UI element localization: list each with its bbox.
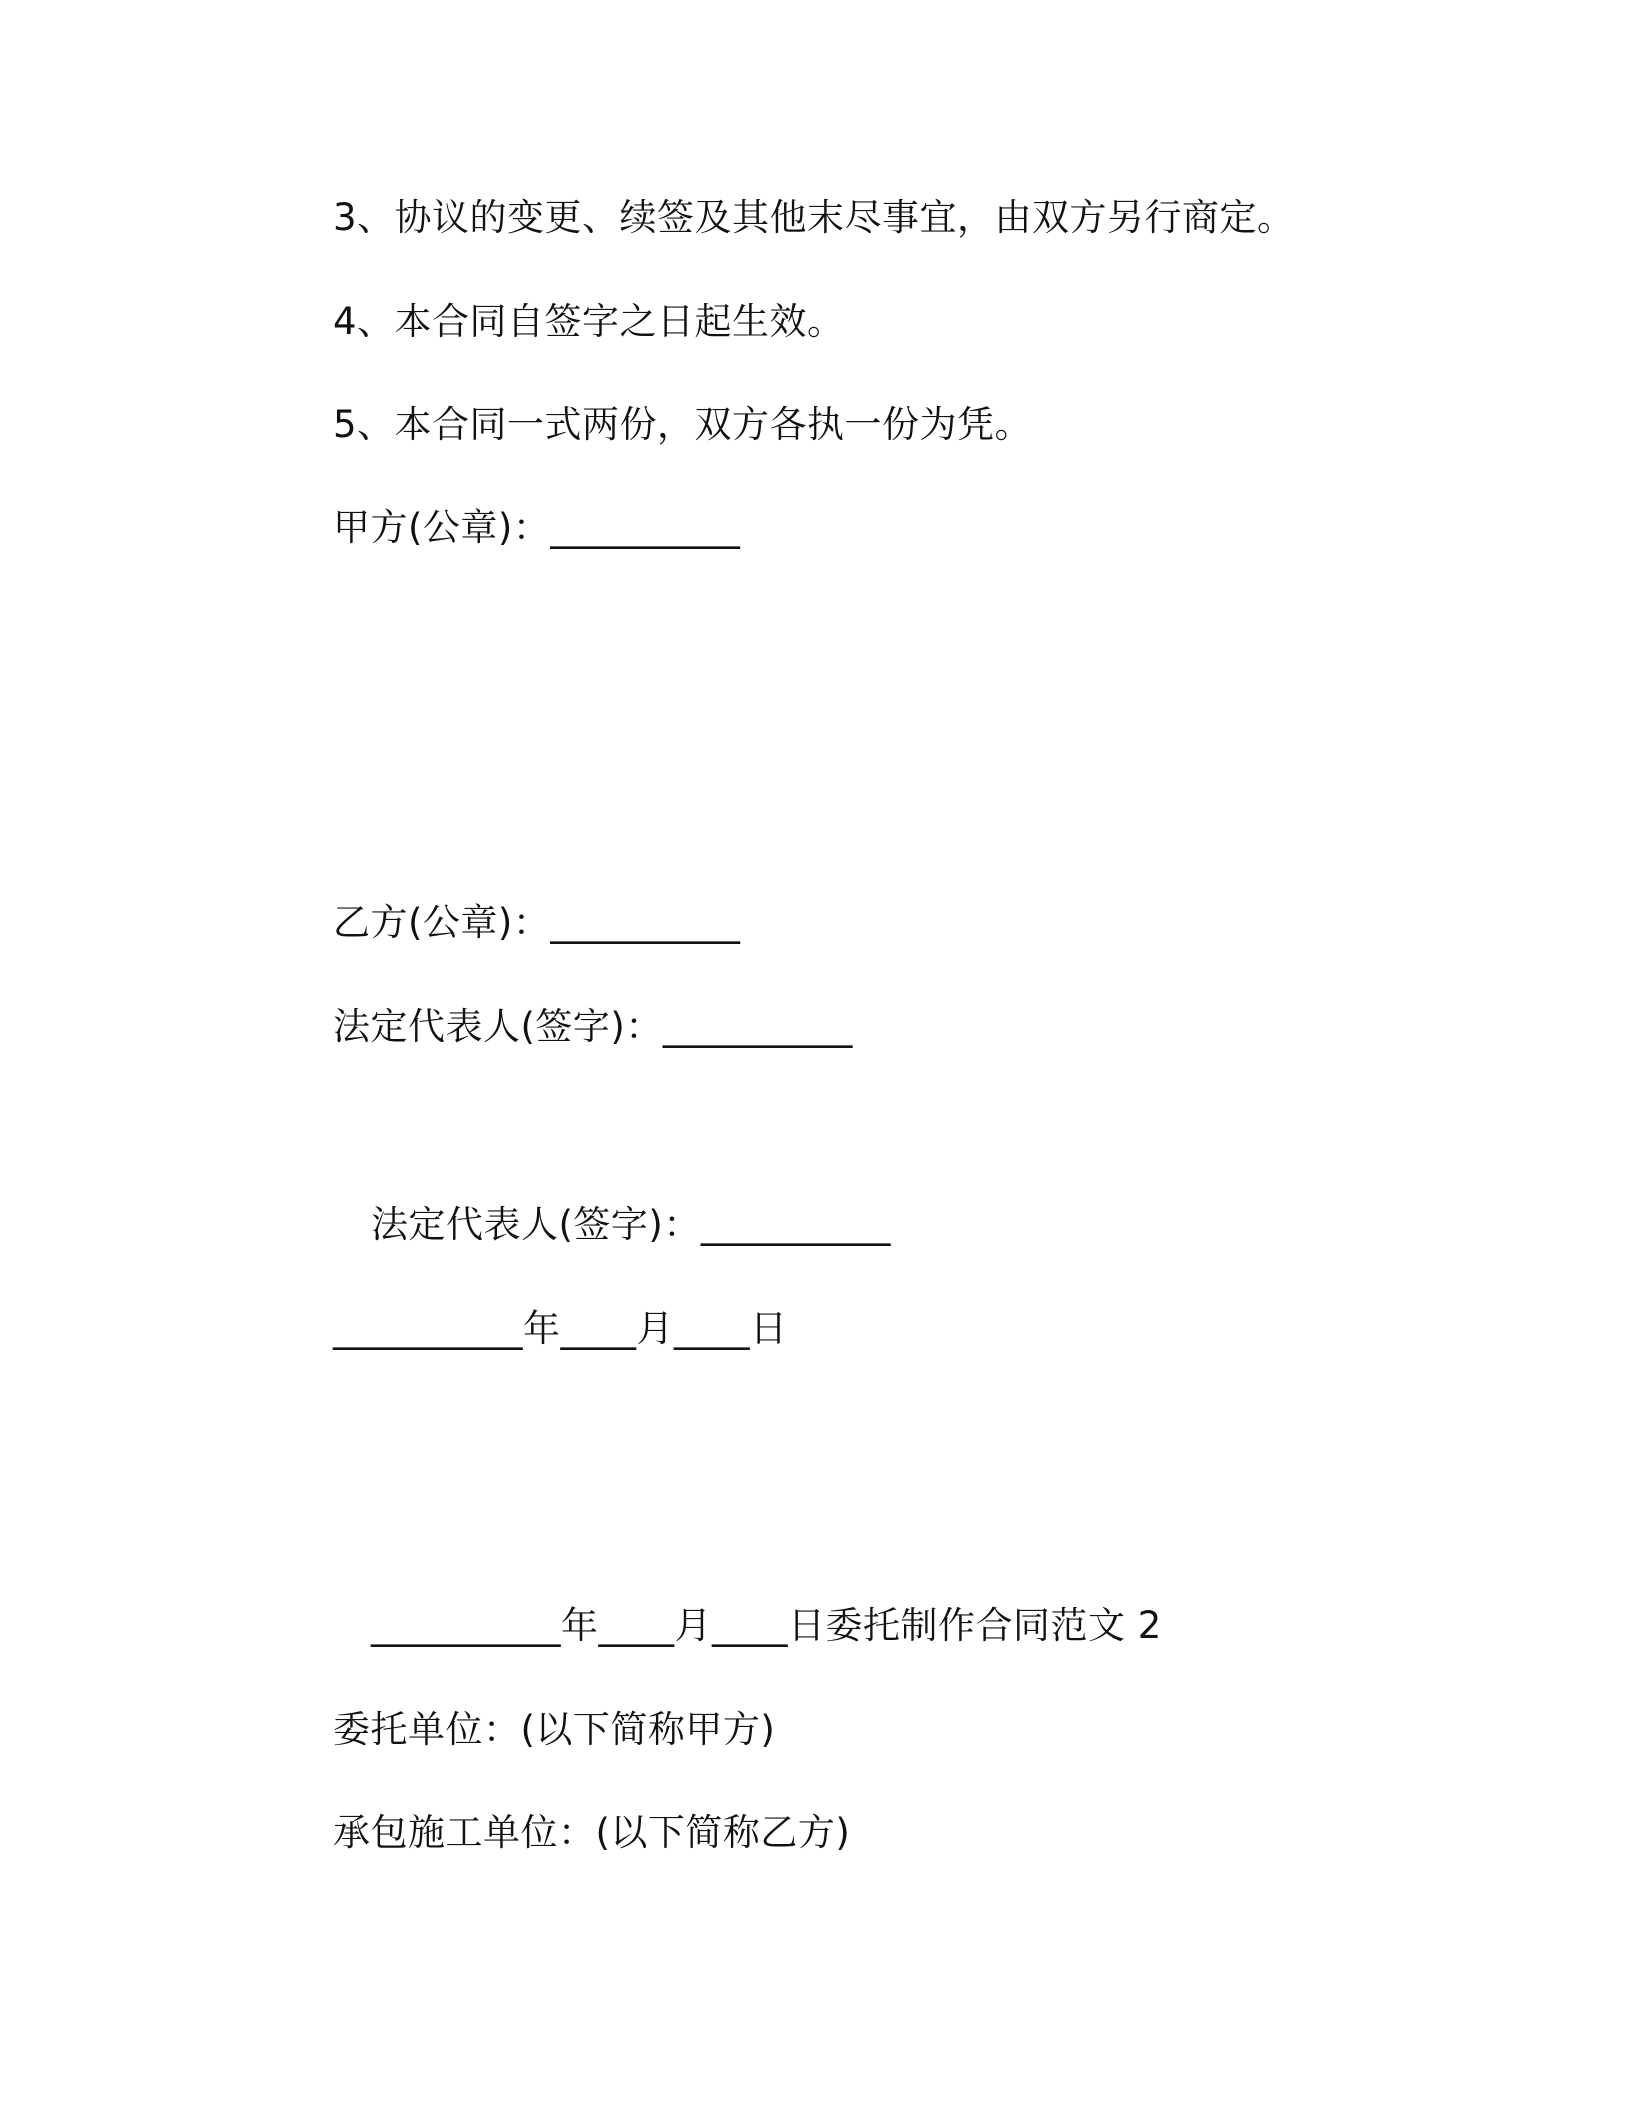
clause-3: 3、协议的变更、续签及其他末尽事宜，由双方另行商定。 (333, 196, 1295, 239)
legal-representative-signature-2: 法定代表人(签字)：__________ (371, 1203, 891, 1246)
clause-5: 5、本合同一式两份，双方各执一份为凭。 (333, 403, 1033, 446)
contractor-unit: 承包施工单位：(以下简称乙方) (333, 1811, 851, 1854)
party-a-seal: 甲方(公章)：__________ (333, 506, 741, 549)
signing-date: __________年____月____日 (333, 1307, 788, 1350)
legal-representative-signature: 法定代表人(签字)：__________ (333, 1005, 853, 1048)
section-heading: __________年____月____日委托制作合同范文 2 (371, 1604, 1162, 1647)
party-b-seal: 乙方(公章)：__________ (333, 901, 741, 944)
client-unit: 委托单位：(以下简称甲方) (333, 1708, 776, 1751)
clause-4: 4、本合同自签字之日起生效。 (333, 300, 845, 343)
